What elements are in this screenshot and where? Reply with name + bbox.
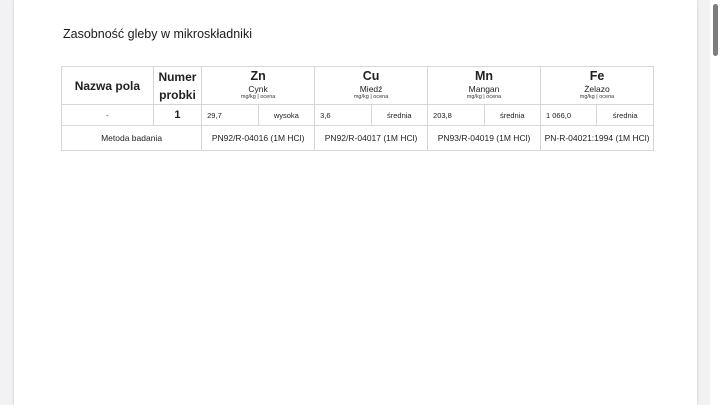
fe-method-cell: PN-R-04021:1994 (1M HCl) (541, 126, 654, 151)
table-header-row (62, 67, 654, 105)
element-unit: mg/kg | ocena (240, 94, 276, 100)
element-name: Miedź (359, 84, 383, 94)
element-symbol: Fe (589, 69, 605, 83)
fe-rating-cell: średnia (597, 105, 654, 126)
scrollbar-thumb[interactable] (713, 4, 718, 56)
document-page (14, 0, 697, 405)
cu-rating-cell: średnia (371, 105, 427, 126)
element-symbol: Zn (250, 69, 266, 83)
document-title: Zasobność gleby w mikroskładniki (63, 27, 252, 41)
header-element-fe (541, 67, 654, 105)
element-symbol: Cu (362, 69, 380, 83)
method-row (62, 126, 654, 151)
micronutrient-table (61, 66, 654, 151)
header-element-zn (202, 67, 315, 105)
zn-rating-cell: wysoka (258, 105, 314, 126)
vertical-scrollbar[interactable] (710, 0, 720, 405)
element-unit: mg/kg | ocena (353, 94, 389, 100)
method-label-cell: Metoda badania (62, 126, 202, 151)
element-name: Mangan (468, 84, 500, 94)
fe-value-cell: 1 066,0 (541, 105, 597, 126)
element-unit: mg/kg | ocena (466, 94, 502, 100)
sample-number-cell: 1 (153, 105, 201, 126)
header-sample-number: Numer probki (153, 67, 201, 105)
element-name: Cynk (248, 84, 268, 94)
mn-value-cell: 203,8 (428, 105, 484, 126)
field-name-cell: - (62, 105, 154, 126)
table-row (62, 105, 654, 126)
header-element-cu (315, 67, 428, 105)
zn-value-cell: 29,7 (202, 105, 258, 126)
mn-method-cell: PN93/R-04019 (1M HCl) (428, 126, 541, 151)
element-symbol: Mn (474, 69, 494, 83)
mn-rating-cell: średnia (484, 105, 540, 126)
header-element-mn (428, 67, 541, 105)
element-name: Żelazo (584, 84, 610, 94)
zn-method-cell: PN92/R-04016 (1M HCl) (202, 126, 315, 151)
header-field-name: Nazwa pola (62, 67, 154, 105)
element-unit: mg/kg | ocena (579, 94, 615, 100)
cu-value-cell: 3,6 (315, 105, 371, 126)
cu-method-cell: PN92/R-04017 (1M HCl) (315, 126, 428, 151)
